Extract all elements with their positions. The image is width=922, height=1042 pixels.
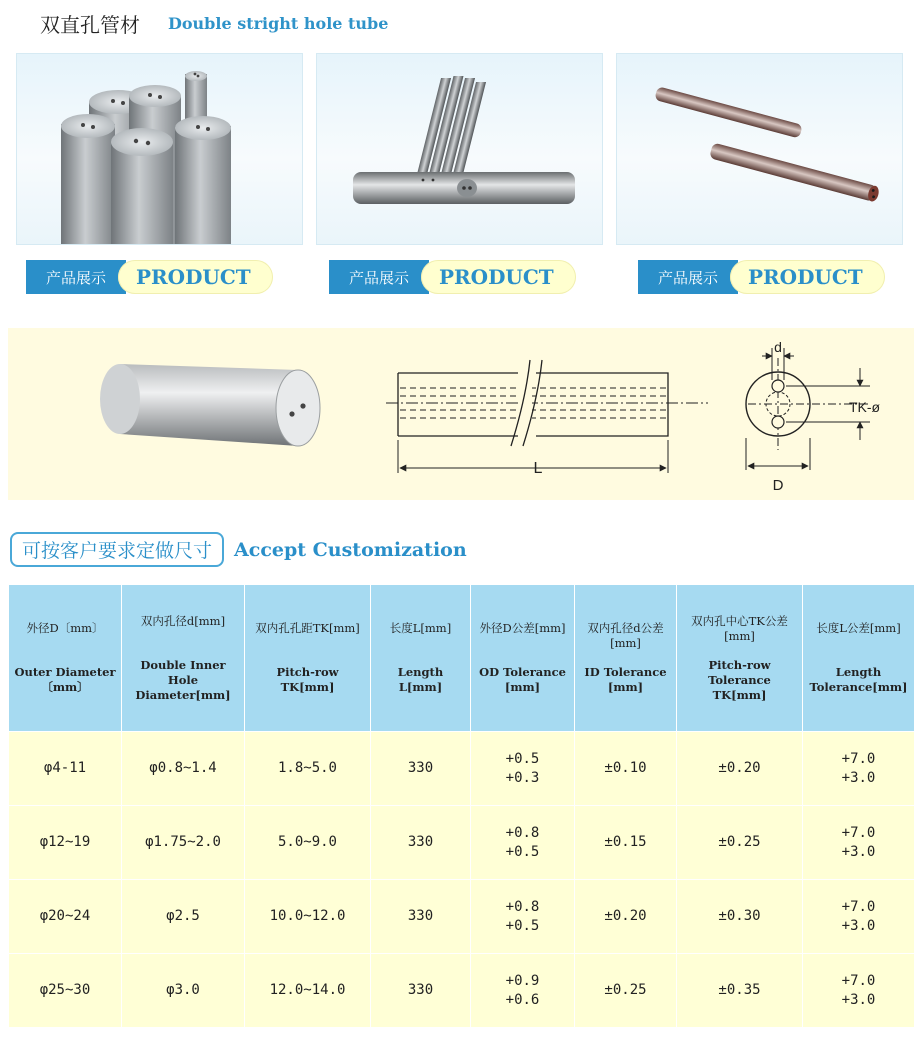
cell-tk-tolerance: ±0.25: [677, 806, 803, 880]
cell-od-tolerance: +0.8 +0.5: [471, 806, 575, 880]
badge-label-cn: 产品展示: [638, 260, 738, 294]
col-header-length: 长度L[mm] Length L[mm]: [371, 585, 471, 732]
cell-od: φ25~30: [9, 954, 122, 1028]
col-header-id-tolerance: 双内孔径d公差[mm] ID Tolerance [mm]: [575, 585, 677, 732]
cell-od-tolerance: +0.8 +0.5: [471, 880, 575, 954]
title-english: Double stright hole tube: [168, 13, 389, 33]
cell-od-tolerance: +0.5 +0.3: [471, 732, 575, 806]
cell-length-tolerance: +7.0 +3.0: [803, 880, 915, 954]
page-header: [40, 6, 388, 40]
cell-tk: 5.0~9.0: [245, 806, 371, 880]
badge-label-cn: 产品展示: [26, 260, 126, 294]
cell-tk-tolerance: ±0.35: [677, 954, 803, 1028]
col-header-od-tolerance: 外径D公差[mm] OD Tolerance [mm]: [471, 585, 575, 732]
cell-length-tolerance: +7.0 +3.0: [803, 954, 915, 1028]
table-header-row: [9, 585, 915, 732]
cell-od-tolerance: +0.9 +0.6: [471, 954, 575, 1028]
cell-id-tolerance: ±0.15: [575, 806, 677, 880]
col-header-tk-tolerance: 双内孔中心TK公差[mm] Pitch-row Tolerance TK[mm]: [677, 585, 803, 732]
product-badge-3: [638, 260, 893, 296]
cell-length: 330: [371, 954, 471, 1028]
rod-3d-illustration: [100, 364, 320, 446]
badge-label-en: PRODUCT: [730, 260, 885, 294]
table-row: [9, 732, 915, 806]
cell-tk: 10.0~12.0: [245, 880, 371, 954]
cell-id: φ2.5: [122, 880, 245, 954]
technical-drawing-panel: [8, 328, 914, 500]
table-row: [9, 954, 915, 1028]
product-badge-1: [26, 260, 281, 296]
cell-tk: 12.0~14.0: [245, 954, 371, 1028]
side-view-drawing: [386, 360, 708, 473]
cell-id: φ3.0: [122, 954, 245, 1028]
badge-label-cn: 产品展示: [329, 260, 429, 294]
col-header-pitch-row: 双内孔孔距TK[mm] Pitch-row TK[mm]: [245, 585, 371, 732]
title-chinese: 双直孔管材: [40, 12, 140, 37]
cell-tk-tolerance: ±0.20: [677, 732, 803, 806]
table-row: [9, 806, 915, 880]
cell-length: 330: [371, 880, 471, 954]
product-badge-2: [329, 260, 584, 296]
pitch-label: TK-ø: [849, 399, 881, 415]
badge-label-en: PRODUCT: [421, 260, 576, 294]
cell-id-tolerance: ±0.20: [575, 880, 677, 954]
customization-heading: [10, 532, 467, 567]
product-photo-bundle: [16, 53, 303, 245]
cell-id: φ0.8~1.4: [122, 732, 245, 806]
product-photo-pair: [616, 53, 903, 245]
col-header-inner-hole: 双内孔径d[mm] Double Inner Hole Diameter[mm]: [122, 585, 245, 732]
cell-tk-tolerance: ±0.30: [677, 880, 803, 954]
cell-od: φ4-11: [9, 732, 122, 806]
cell-tk: 1.8~5.0: [245, 732, 371, 806]
cell-length-tolerance: +7.0 +3.0: [803, 732, 915, 806]
col-header-outer-diameter: 外径D〔mm〕 Outer Diameter〔mm〕: [9, 585, 122, 732]
badge-label-en: PRODUCT: [118, 260, 273, 294]
table-row: [9, 880, 915, 954]
cell-id-tolerance: ±0.10: [575, 732, 677, 806]
cell-length: 330: [371, 806, 471, 880]
cell-od: φ20~24: [9, 880, 122, 954]
hole-diameter-label: d: [774, 339, 782, 355]
length-label: L: [533, 460, 543, 477]
cell-id: φ1.75~2.0: [122, 806, 245, 880]
outer-diameter-label: D: [772, 477, 784, 494]
cell-length: 330: [371, 732, 471, 806]
spec-table: [8, 584, 915, 1028]
customization-cn: 可按客户要求定做尺寸: [10, 532, 224, 567]
customization-en: Accept Customization: [234, 538, 467, 561]
col-header-length-tolerance: 长度L公差[mm] Length Tolerance[mm]: [803, 585, 915, 732]
product-photo-crossed: [316, 53, 603, 245]
cell-id-tolerance: ±0.25: [575, 954, 677, 1028]
cell-od: φ12~19: [9, 806, 122, 880]
cell-length-tolerance: +7.0 +3.0: [803, 806, 915, 880]
